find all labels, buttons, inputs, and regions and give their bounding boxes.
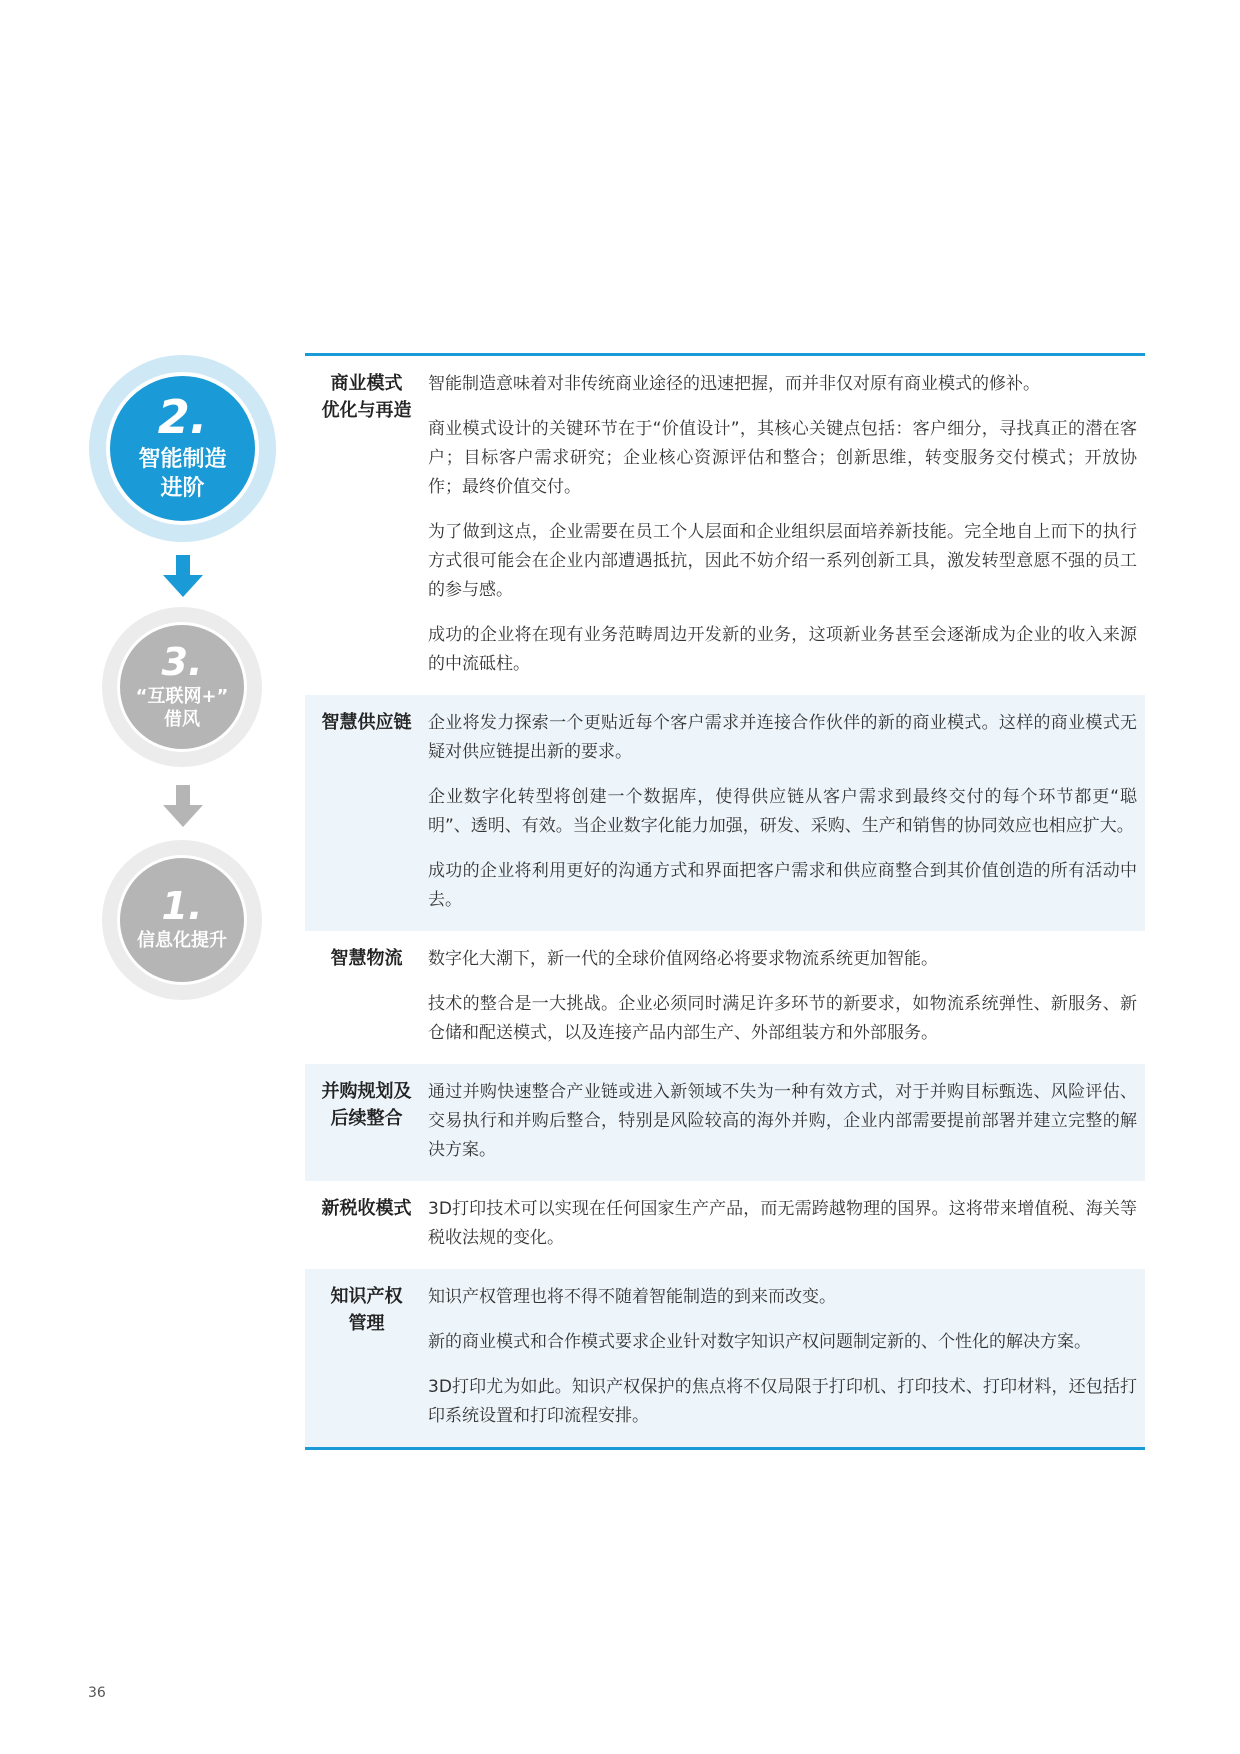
table-row [305,1269,1145,1447]
stage-3-number: 3. [161,639,203,684]
table-row [305,931,1145,1064]
row-body [428,1195,1145,1253]
stage-1-inner [117,855,247,985]
row-paragraph: 为了做到这点，企业需要在员工个人层面和企业组织层面培养新技能。完全地自上而下的执行方式很可能会在企业内部遭遇抵抗，因此不妨介绍一系列创新工具，激发转型意愿不强的员工的参与感。 [428,522,1137,600]
stage-3-circle [102,607,262,767]
stage-1-circle [102,840,262,1000]
stage-diagram [85,355,280,1005]
row-paragraph: 企业将发力探索一个更贴近每个客户需求并连接合作伙伴的新的商业模式。这样的商业模式无疑对供应链提出新的要求。 [428,713,1137,762]
row-paragraph: 通过并购快速整合产业链或进入新领域不失为一种有效方式，对于并购目标甄选、风险评估、交易执行和并购后整合，特别是风险较高的海外并购，企业内部需要提前部署并建立完整的解决方案。 [428,1082,1137,1160]
row-heading: 智慧物流 [330,948,403,969]
table-row [305,695,1145,931]
row-paragraph: 企业数字化转型将创建一个数据库，使得供应链从客户需求到最终交付的每个环节都更“聪明”、透明、有效。当企业数字化能力加强，研发、采购、生产和销售的协同效应也相应扩大。 [428,787,1137,836]
table-row [305,1064,1145,1181]
stage-2-circle [89,355,276,542]
row-body [428,709,1145,915]
row-body [428,945,1145,1048]
row-body [428,1078,1145,1165]
stage-1-number: 1. [161,884,203,929]
row-paragraph: 3D打印技术可以实现在任何国家生产产品，而无需跨越物理的国界。这将带来增值税、海关等税收法规的变化。 [428,1199,1137,1248]
row-heading: 智慧供应链 [321,712,412,733]
row-heading: 知识产权 管理 [330,1286,403,1334]
row-paragraph: 3D打印尤为如此。知识产权保护的焦点将不仅局限于打印机、打印技术、打印材料，还包括打印系统设置和打印流程安排。 [428,1377,1137,1426]
row-body [428,1283,1145,1431]
row-paragraph: 新的商业模式和合作模式要求企业针对数字知识产权问题制定新的、个性化的解决方案。 [428,1332,1091,1352]
stage-2-inner [106,372,259,525]
row-paragraph: 技术的整合是一大挑战。企业必须同时满足许多环节的新要求，如物流系统弹性、新服务、新仓储和配送模式，以及连接产品内部生产、外部组装方和外部服务。 [428,994,1137,1043]
row-heading: 新税收模式 [321,1198,412,1219]
content-table [305,353,1145,1450]
table-row [305,356,1145,695]
stage-1-label: 信息化提升 [137,930,227,952]
row-body [428,370,1145,679]
page-number: 36 [88,1685,106,1701]
row-paragraph: 成功的企业将利用更好的沟通方式和界面把客户需求和供应商整合到其价值创造的所有活动中去。 [428,861,1137,910]
arrow-down-icon [163,555,203,599]
row-heading: 商业模式 优化与再造 [321,373,412,421]
stage-2-label: 智能制造 进阶 [138,446,227,501]
row-paragraph: 商业模式设计的关键环节在于“价值设计”，其核心关键点包括：客户细分，寻找真正的潜在客户；目标客户需求研究；企业核心资源评估和整合；创新思维，转变服务交付模式；开放协作；最终价值交付。 [428,419,1137,497]
stage-3-inner [117,622,247,752]
stage-2-number: 2. [157,389,208,444]
row-paragraph: 成功的企业将在现有业务范畴周边开发新的业务，这项新业务甚至会逐渐成为企业的收入来源的中流砥柱。 [428,625,1137,674]
row-paragraph: 知识产权管理也将不得不随着智能制造的到来而改变。 [428,1287,836,1307]
row-paragraph: 智能制造意味着对非传统商业途径的迅速把握，而并非仅对原有商业模式的修补。 [428,374,1040,394]
row-heading: 并购规划及 后续整合 [321,1081,412,1129]
row-paragraph: 数字化大潮下，新一代的全球价值网络必将要求物流系统更加智能。 [428,949,938,969]
stage-3-label: “互联网+” 借风 [135,685,229,730]
table-row [305,1181,1145,1269]
arrow-down-icon [163,785,203,829]
